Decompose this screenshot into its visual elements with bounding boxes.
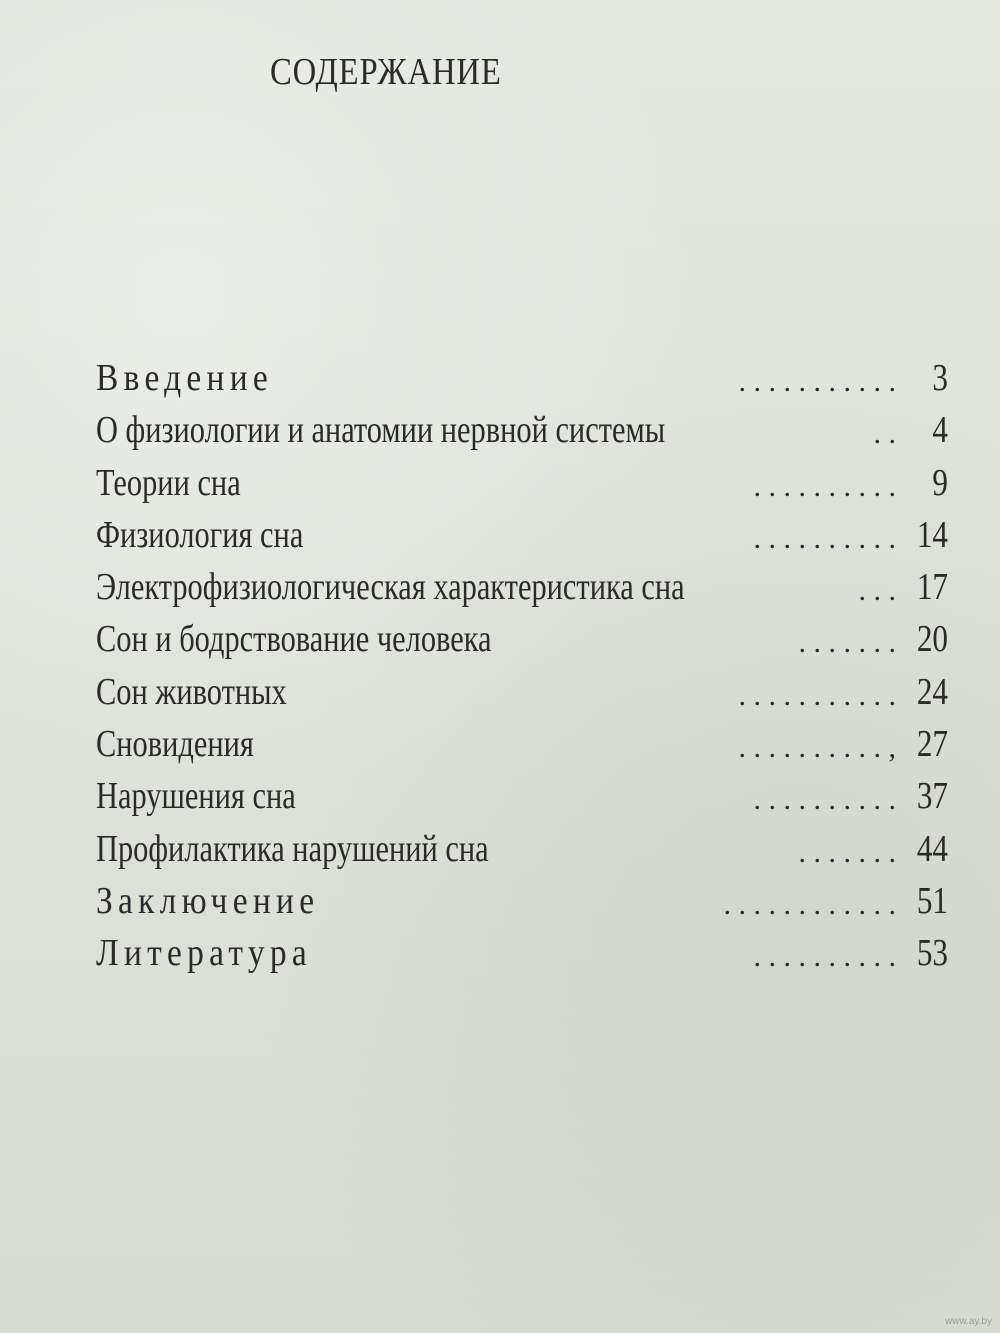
toc-dot-leader: . .: [873, 417, 896, 451]
toc-title: Литература: [96, 932, 312, 975]
toc-page-number: 9: [932, 461, 948, 504]
toc-page-number: 51: [916, 879, 948, 922]
toc-row-sleep-disorders: [96, 774, 948, 826]
toc-page-number: 44: [916, 827, 948, 870]
toc-title: Электрофизиологическая характеристика сна: [96, 566, 685, 609]
toc-row-prevention: [96, 827, 948, 879]
toc-page-number: 53: [916, 932, 948, 975]
toc-dot-leader: . . . . . . . . . .: [753, 783, 896, 817]
toc-page-number: 20: [916, 618, 948, 661]
toc-row-sleep-wakefulness: [96, 617, 948, 669]
toc-dot-leader: . . . . . . . . . .: [753, 469, 896, 503]
toc-row-animal-sleep: [96, 670, 948, 722]
toc-page-number: 37: [916, 775, 948, 818]
toc-title: Сновидения: [96, 723, 254, 766]
toc-row-electrophysiology: [96, 565, 948, 617]
toc-dot-leader: . . .: [858, 574, 896, 608]
toc-dot-leader: . . . . . . . . . . ,: [738, 731, 896, 765]
toc-dot-leader: . . . . . . .: [798, 835, 896, 869]
toc-dot-leader: . . . . . . . . . . .: [738, 678, 896, 712]
toc-title: Введение: [96, 357, 274, 399]
toc-dot-leader: . . . . . . . . . .: [753, 521, 896, 555]
toc-row-literature: [96, 931, 948, 983]
toc-dot-leader: . . . . . . . . . . .: [738, 365, 896, 398]
toc-dot-leader: . . . . . . . . . . . .: [723, 887, 896, 921]
toc-row-intro: [96, 356, 948, 408]
toc-title: О физиологии и анатомии нервной системы: [96, 409, 666, 452]
toc-title: Сон животных: [96, 670, 287, 713]
page-title: СОДЕРЖАНИЕ: [270, 51, 502, 93]
table-of-contents: [96, 356, 948, 984]
toc-title: Нарушения сна: [96, 775, 296, 818]
toc-page-number: 17: [916, 566, 948, 609]
toc-dot-leader: . . . . . . . . . .: [753, 940, 896, 974]
toc-row-sleep-physiology: [96, 513, 948, 565]
toc-page-number: 3: [932, 357, 948, 399]
toc-page-number: 4: [932, 409, 948, 452]
toc-row-dreams: [96, 722, 948, 774]
toc-title: Заключение: [96, 879, 320, 922]
toc-page-number: 27: [916, 723, 948, 766]
toc-title: Профилактика нарушений сна: [96, 827, 489, 870]
toc-page-number: 24: [916, 670, 948, 713]
toc-row-conclusion: [96, 879, 948, 931]
toc-title: Физиология сна: [96, 513, 304, 556]
toc-page-number: 14: [916, 513, 948, 556]
toc-dot-leader: . . . . . . .: [798, 626, 896, 660]
toc-row-sleep-theories: [96, 461, 948, 513]
toc-row-physiology-anatomy: [96, 408, 948, 460]
toc-title: Теории сна: [96, 461, 241, 504]
site-watermark: www.ay.by: [944, 1316, 992, 1327]
toc-title: Сон и бодрствование человека: [96, 618, 492, 661]
